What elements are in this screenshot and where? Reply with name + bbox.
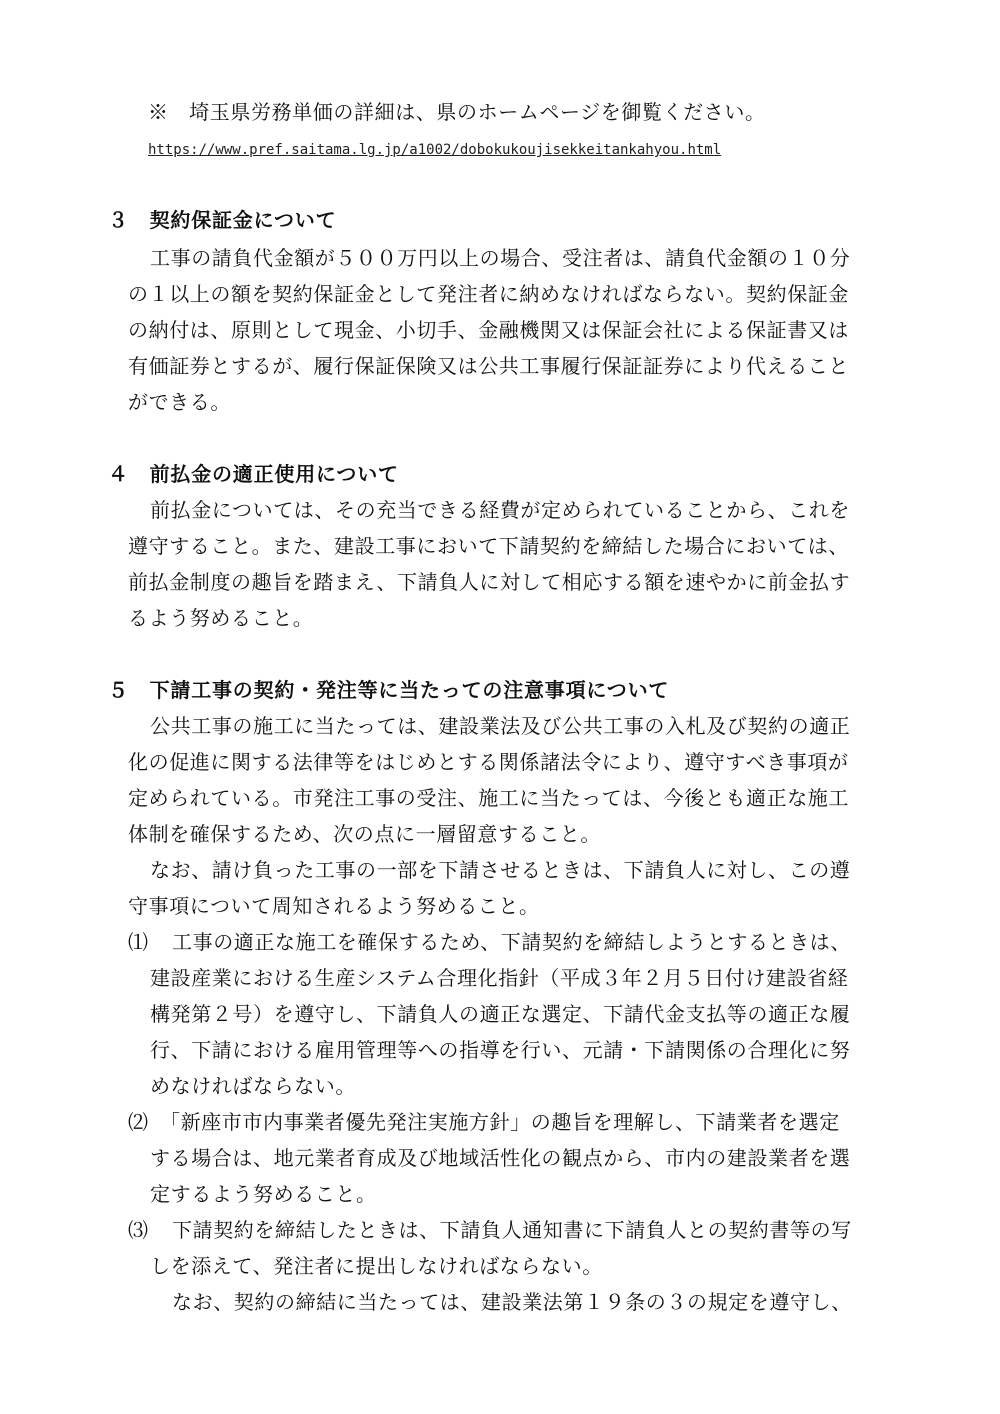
item-2-line: する場合は、地元業者育成及び地域活性化の観点から、市内の建設業者を選 [150,1146,851,1170]
note-text: ※ 埼玉県労務単価の詳細は、県のホームページを御覧ください。 [148,100,766,124]
section-4-line: 遵守すること。また、建設工事において下請契約を締結した場合においては、 [128,534,849,558]
item-1-line: 行、下請における雇用管理等への指導を行い、元請・下請関係の合理化に努 [150,1038,851,1062]
section-4-line: るよう努めること。 [128,606,314,630]
item-1-line: 構発第２号）を遵守し、下請負人の適正な選定、下請代金支払等の適正な履 [150,1002,851,1026]
section-5-heading: ５ 下請工事の契約・発注等に当たっての注意事項について [108,678,670,702]
section-5-line: 守事項について周知されるよう努めること。 [128,894,540,918]
section-5-line: 定められている。市発注工事の受注、施工に当たっては、今後とも適正な施工 [128,786,849,810]
note-url-link[interactable]: https://www.pref.saitama.lg.jp/a1002/dobokukoujisekkeitankahyou.html [148,142,722,158]
section-3-line: 工事の請負代金額が５００万円以上の場合、受注者は、請負代金額の１０分 [150,246,851,270]
item-2-line: 定するよう努めること。 [150,1182,377,1206]
item-1-marker: ⑴ [128,930,149,954]
item-2-marker: ⑵ [128,1110,149,1134]
section-5-line: 体制を確保するため、次の点に一層留意すること。 [128,822,601,846]
section-4-line: 前払金については、その充当できる経費が定められていることから、これを [150,498,850,522]
section-3-line: の１以上の額を契約保証金として発注者に納めなければならない。契約保証金 [128,282,849,306]
item-3-marker: ⑶ [128,1218,149,1242]
item-1-line: めなければならない。 [150,1074,356,1098]
item-1-line: 建設産業における生産システム合理化指針（平成３年２月５日付け建設省経 [150,966,849,990]
section-5-line: 化の促進に関する法律等をはじめとする関係諸法令により、遵守すべき事項が [128,750,849,774]
section-4-heading: ４ 前払金の適正使用について [108,462,399,486]
section-4-line: 前払金制度の趣旨を踏まえ、下請負人に対して相応する額を速やかに前金払す [128,570,851,594]
section-3-line: ができる。 [128,390,231,414]
item-1-line: 工事の適正な施工を確保するため、下請契約を締結しようとするときは、 [172,930,851,954]
section-3-line: 有価証券とするが、履行保証保険又は公共工事履行保証証券により代えること [128,354,849,378]
item-2-line: 「新座市市内事業者優先発注実施方針」の趣旨を理解し、下請業者を選定 [160,1110,840,1134]
section-5-line: なお、請け負った工事の一部を下請させるときは、下請負人に対し、この遵 [150,858,851,882]
section-5-line: 公共工事の施工に当たっては、建設業法及び公共工事の入札及び契約の適正 [150,714,851,738]
section-3-heading: ３ 契約保証金について [108,208,337,232]
item-3-line: しを添えて、発注者に提出しなければならない。 [150,1254,603,1278]
item-3-line: なお、契約の締結に当たっては、建設業法第１９条の３の規定を遵守し、 [172,1290,852,1314]
item-3-line: 下請契約を締結したときは、下請負人通知書に下請負人との契約書等の写 [172,1218,852,1242]
section-3-line: の納付は、原則として現金、小切手、金融機関又は保証会社による保証書又は [128,318,849,342]
